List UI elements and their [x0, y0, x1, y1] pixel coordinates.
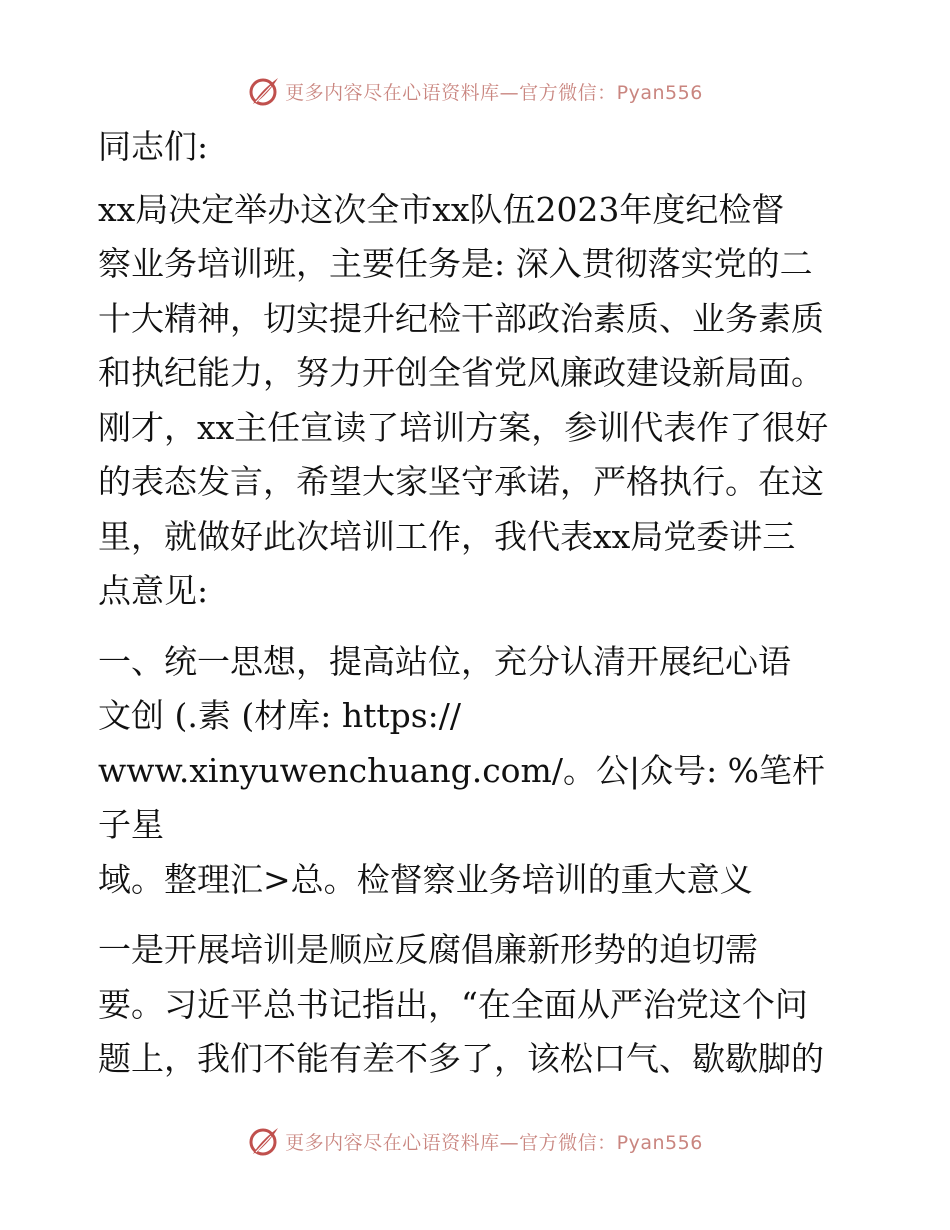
- footer-banner: [0, 1121, 950, 1161]
- feather-pen-logo-icon: [247, 74, 281, 108]
- feather-pen-logo-icon: [247, 1124, 281, 1158]
- banner-text: 更多内容尽在心语资料库—官方微信：Pyan556: [285, 1131, 703, 1154]
- paragraph-intro: xx局决定举办这次全市xx队伍2023年度纪检督 察业务培训班，主要任务是: 深入贯彻落实党的二 十大精神，切实提升纪检干部政治素质、业务素质 和执纪能力，努力开创全省党风廉政建设新局面。 刚才，xx主任宣读了培训方案，参训代表作了很好 的表态发言，希望大家坚守承诺，严格执行。在这 里，就做好此次培训工作，我代表xx局党委讲三 点意见:: [98, 189, 829, 610]
- banner-text: 更多内容尽在心语资料库—官方微信：Pyan556: [285, 81, 703, 104]
- header-banner: [0, 71, 950, 111]
- section-heading-1: 一、统一思想，提高站位，充分认清开展纪心语 文创 (.素 (材库: https:// www.xinyuwenchuang.com/。公|众号: %笔杆子星 域。整理汇>总。检督察业务培训的重大意义: [98, 641, 826, 899]
- salutation: 同志们:: [98, 127, 209, 166]
- document-body: [98, 120, 858, 1087]
- paragraph-point-1: 一是开展培训是顺应反腐倡廉新形势的迫切需 要。习近平总书记指出，“在全面从严治党这个问 题上，我们不能有差不多了，该松口气、歇歇脚的: [98, 930, 824, 1078]
